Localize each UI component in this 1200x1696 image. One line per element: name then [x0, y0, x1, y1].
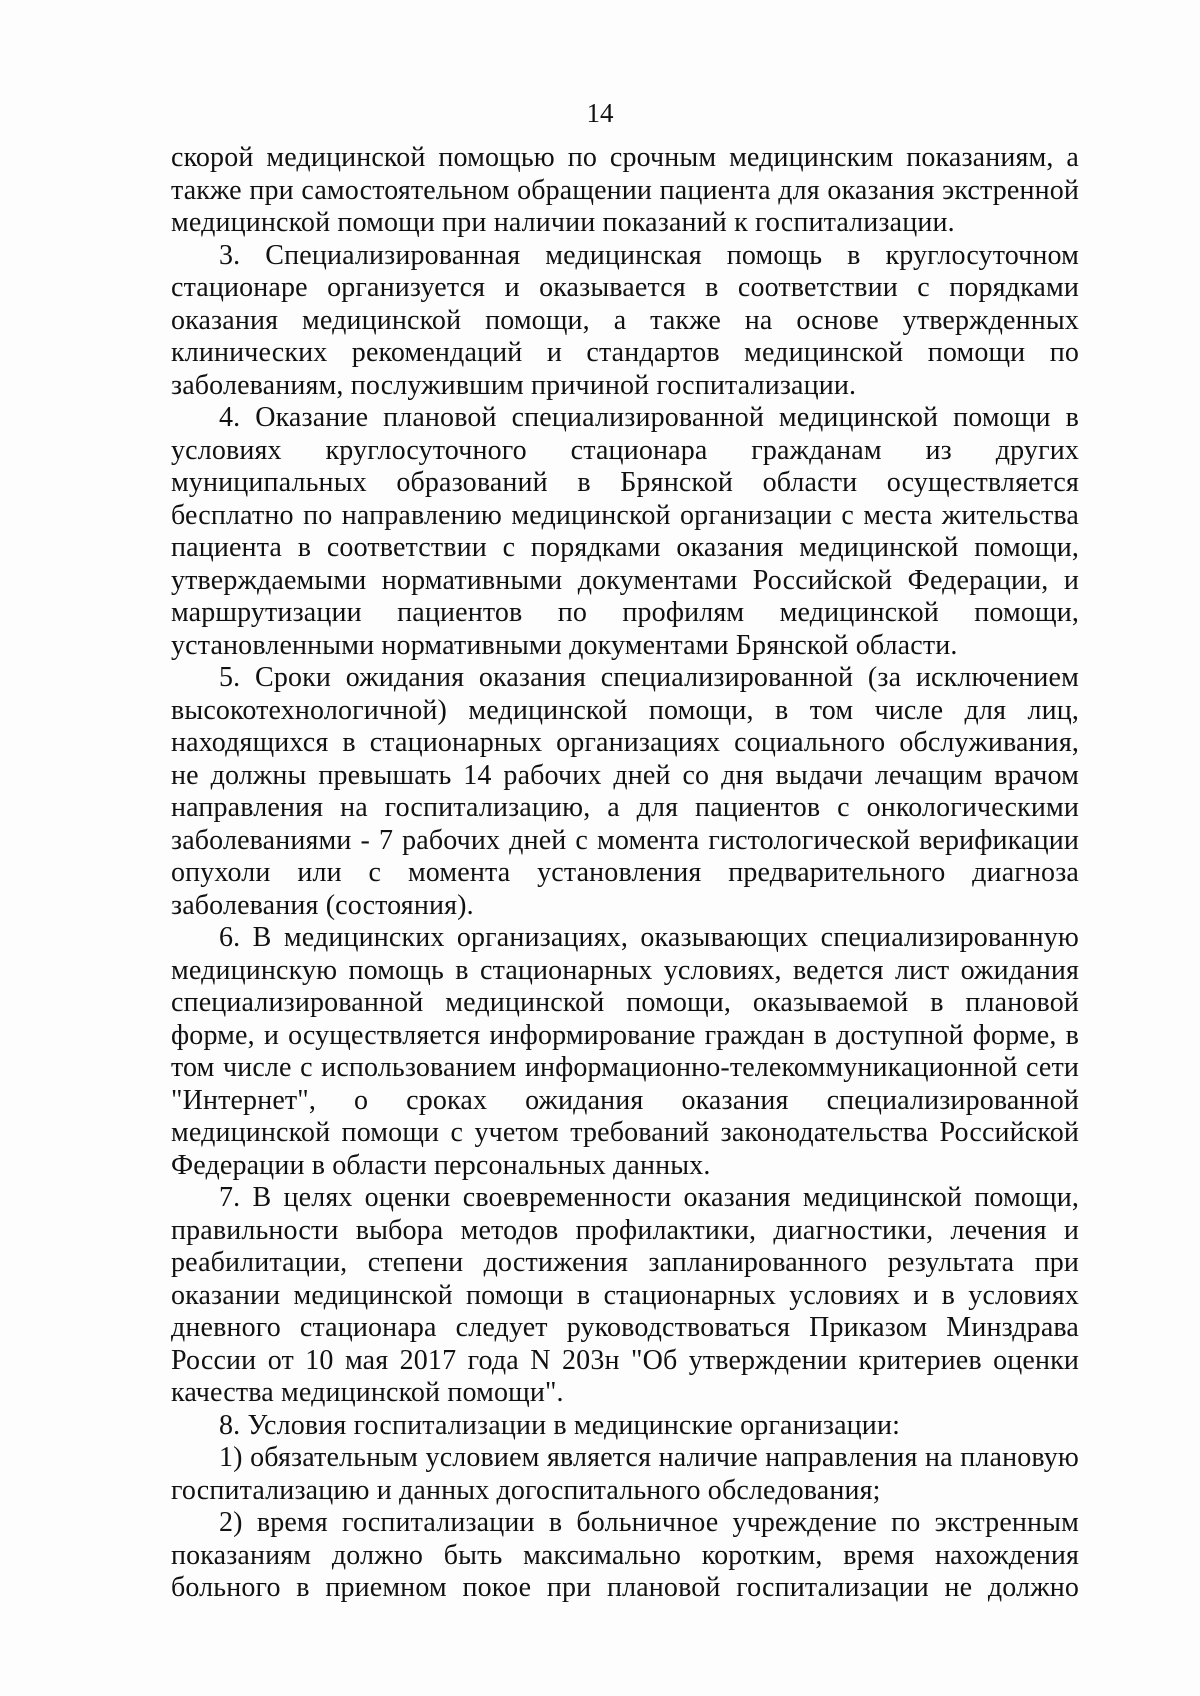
page-number: 14 [586, 98, 614, 128]
paragraph-subitem-1: 1) обязательным условием является наличие направления на плановую госпитализацию и данных догоспитального обследования; [171, 1442, 1079, 1506]
paragraph-item-7: 7. В целях оценки своевременности оказания медицинской помощи, правильности выбора методов профилактики, диагностики, лечения и реабилитации, степени достижения запланированного результата при оказании медицинской помощи в стационарных условиях и в условиях дневного стационара следует руководствоваться Приказом Минздрава России от 10 мая 2017 года N 203н "Об утверждении критериев оценки качества медицинской помощи". [171, 1182, 1079, 1408]
paragraph-item-5: 5. Сроки ожидания оказания специализированной (за исключением высокотехнологичной) медицинской помощи, в том числе для лиц, находящихся в стационарных организациях социального обслуживания, не должны превышать 14 рабочих дней со дня выдачи лечащим врачом направления на госпитализацию, а для пациентов с онкологическими заболеваниями - 7 рабочих дней с момента гистологической верификации опухоли или с момента установления предварительного диагноза заболевания (состояния). [171, 662, 1079, 921]
paragraph-continuation: скорой медицинской помощью по срочным медицинским показаниям, а также при самостоятельном обращении пациента для оказания экстренной медицинской помощи при наличии показаний к госпитализации. [171, 142, 1079, 238]
paragraph-item-6: 6. В медицинских организациях, оказывающих специализированную медицинскую помощь в стационарных условиях, ведется лист ожидания специализированной медицинской помощи, оказываемой в плановой форме, и осуществляется информирование граждан в доступной форме, в том числе с использованием информационно-телекоммуникационной сети "Интернет", о сроках ожидания оказания специализированной медицинской помощи с учетом требований законодательства Российской Федерации в области персональных данных. [171, 922, 1079, 1181]
paragraph-subitem-2: 2) время госпитализации в больничное учреждение по экстренным показаниям должно быть максимально коротким, время нахождения больного в приемном покое при плановой госпитализации не должно [171, 1507, 1079, 1603]
document-body [171, 142, 1079, 1605]
paragraph-item-4: 4. Оказание плановой специализированной медицинской помощи в условиях круглосуточного стационара гражданам из других муниципальных образований в Брянской области осуществляется бесплатно по направлению медицинской организации с места жительства пациента в соответствии с порядками оказания медицинской помощи, утверждаемыми нормативными документами Российской Федерации, и маршрутизации пациентов по профилям медицинской помощи, установленными нормативными документами Брянской области. [171, 402, 1079, 661]
paragraph-item-8: 8. Условия госпитализации в медицинские организации: [219, 1409, 901, 1441]
paragraph-item-3: 3. Специализированная медицинская помощь в круглосуточном стационаре организуется и оказывается в соответствии с порядками оказания медицинской помощи, а также на основе утвержденных клинических рекомендаций и стандартов медицинской помощи по заболеваниям, послужившим причиной госпитализации. [171, 239, 1079, 401]
